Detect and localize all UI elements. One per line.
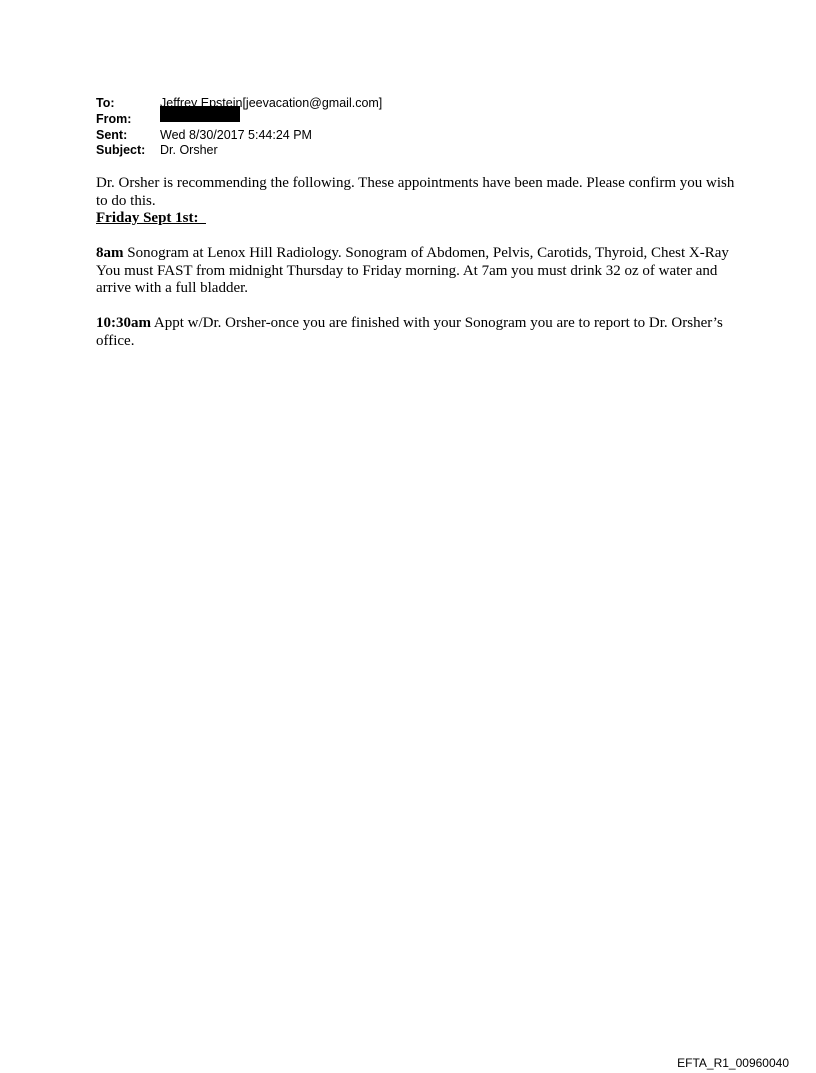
sent-value: Wed 8/30/2017 5:44:24 PM — [160, 127, 312, 142]
email-header — [96, 96, 382, 159]
appointment-1-text: Sonogram at Lenox Hill Radiology. Sonogram of Abdomen, Pelvis, Carotids, Thyroid, Chest X-Ray — [123, 245, 729, 261]
appointment-2 — [96, 315, 736, 350]
appointment-1 — [96, 245, 736, 263]
to-label: To: — [96, 96, 115, 110]
appointment-2-text: Appt w/Dr. Orsher-once you are finished with your Sonogram you are to report to Dr. Orsher’s office. — [96, 315, 723, 349]
sent-row — [96, 128, 382, 144]
appointment-1-instructions: You must FAST from midnight Thursday to Friday morning. At 7am you must drink 32 oz of water and arrive with a full bladder. — [96, 262, 718, 296]
spacer — [96, 298, 736, 316]
section-heading-line — [96, 210, 736, 228]
intro-paragraph: Dr. Orsher is recommending the following. These appointments have been made. Please confirm you wish to do this. — [96, 175, 735, 209]
appointment-1-time: 8am — [96, 245, 124, 261]
spacer — [96, 228, 736, 246]
appointment-2-time: 10:30am — [96, 315, 151, 331]
email-body — [96, 175, 736, 350]
subject-value: Dr. Orsher — [160, 143, 218, 157]
section-heading: Friday Sept 1st: — [96, 210, 206, 226]
subject-label: Subject: — [96, 143, 146, 157]
sent-label: Sent: — [96, 127, 128, 142]
to-value: Jeffrey Epstein[jeevacation@gmail.com] — [160, 96, 383, 110]
from-row — [96, 112, 382, 128]
subject-row — [96, 143, 382, 159]
from-label: From: — [96, 111, 132, 126]
to-row — [96, 96, 382, 112]
from-value — [160, 112, 240, 128]
document-id: EFTA_R1_00960040 — [677, 1056, 789, 1070]
